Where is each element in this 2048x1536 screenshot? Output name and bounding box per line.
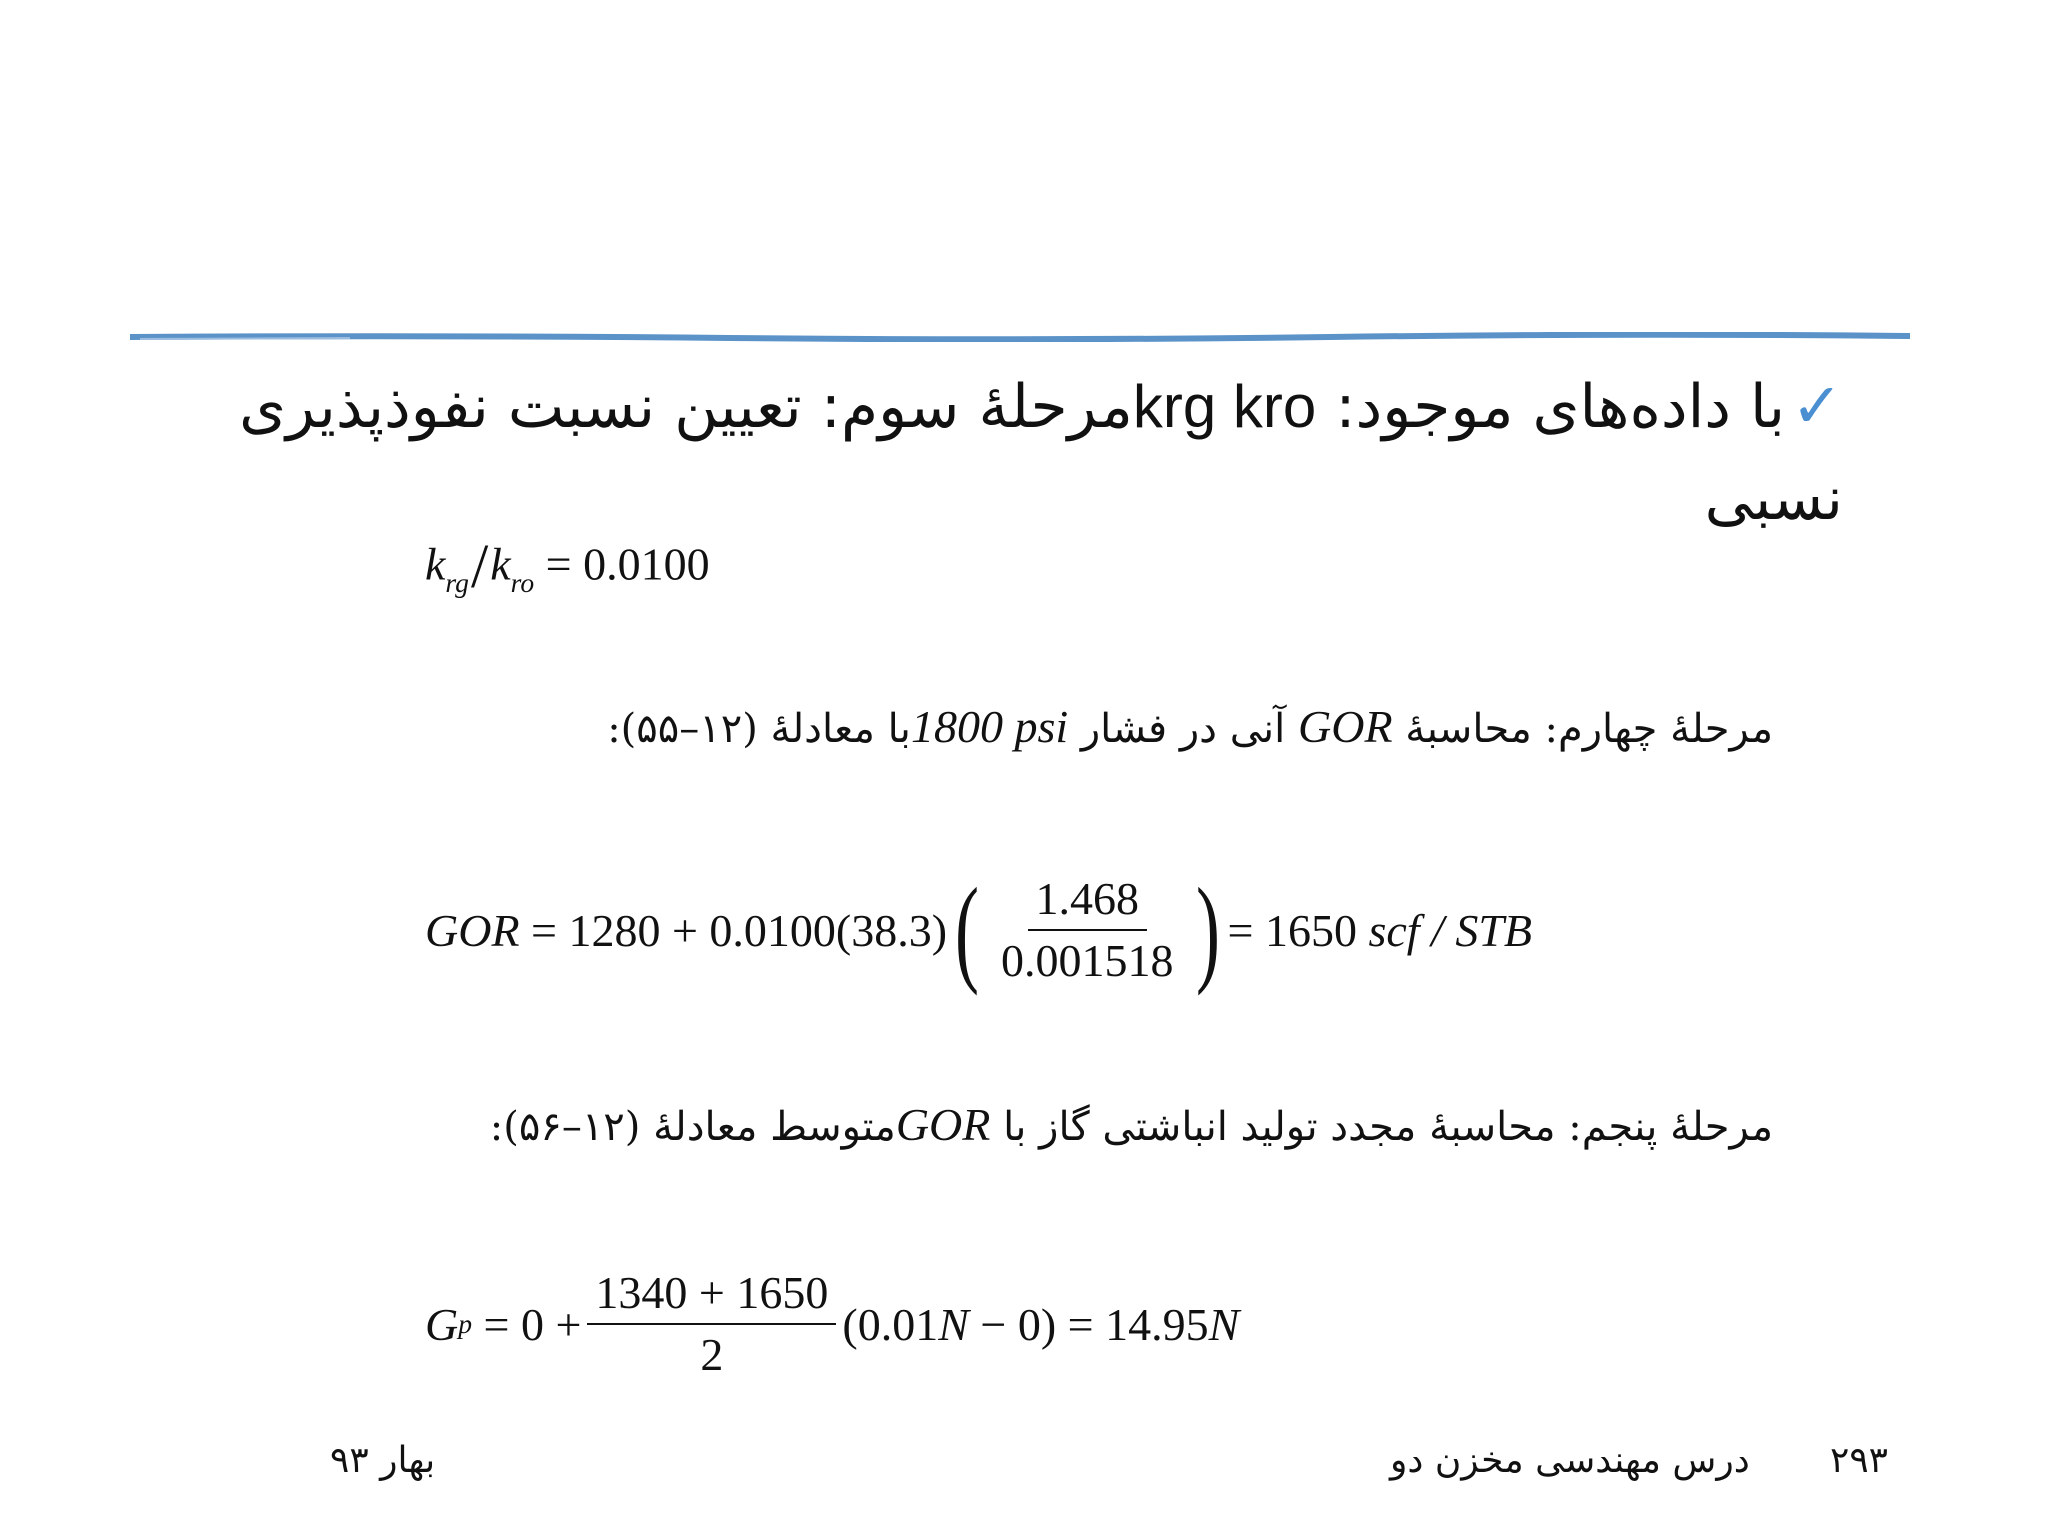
eq3-lhs-sub: p <box>458 1308 473 1339</box>
eq3-part1: = 0 + <box>483 1298 582 1350</box>
eq1-k2: k <box>490 538 511 590</box>
eq3-denominator: 2 <box>700 1329 724 1380</box>
step5-after: متوسط معادلهٔ (۱۲–۵۶): <box>489 1104 896 1150</box>
footer-course: درس مهندسی مخزن دو <box>1390 1440 1750 1481</box>
eq2-expr: = 1280 + 0.0100(38.3) <box>531 904 948 956</box>
title-latin-symbols: krg kro <box>1132 373 1317 440</box>
equation-gp <box>425 1265 1239 1383</box>
eq2-numerator: 1.468 <box>1028 871 1148 931</box>
title-text-after: مرحلهٔ سوم: تعیین نسبت نفوذپذیری <box>239 372 1133 442</box>
eq2-fraction <box>993 871 1182 989</box>
eq3-fraction <box>587 1265 836 1383</box>
eq2-right-paren: ) <box>1195 863 1220 996</box>
title-line-2: نسبی <box>1704 464 1843 534</box>
footer-season: بهار ۹۳ <box>330 1440 436 1481</box>
eq2-left-paren: ( <box>955 863 980 996</box>
checkmark-icon: ✓ <box>1791 369 1843 442</box>
eq1-sub-rg: rg <box>445 566 469 598</box>
equation-krg-kro <box>425 532 710 603</box>
step-five-text <box>490 1098 1773 1151</box>
equation-gor <box>425 863 1533 996</box>
footer-page-number: ۲۹۳ <box>1830 1440 1889 1481</box>
title-divider <box>130 332 1910 342</box>
eq2-lhs: GOR <box>425 904 520 956</box>
eq3-numerator: 1340 + 1650 <box>587 1265 836 1325</box>
slide-title <box>223 360 1843 545</box>
eq3-part2: (0.01 <box>842 1298 939 1350</box>
eq3-part3: − 0) = 14.95 <box>980 1298 1209 1350</box>
eq2-unit: scf / STB <box>1368 904 1533 956</box>
step4-after: با معادلهٔ (۱۲–۵۵): <box>607 706 911 752</box>
title-text-before: با داده‌های موجود: <box>1335 372 1786 442</box>
eq1-k1: k <box>425 538 446 590</box>
step4-gor: GOR <box>1298 701 1393 752</box>
step-four-text <box>607 700 1773 753</box>
eq3-n1: N <box>938 1298 969 1350</box>
step5-before: مرحلهٔ پنجم: محاسبهٔ مجدد تولید انباشتی گاز با <box>1003 1104 1773 1150</box>
eq1-value: = 0.0100 <box>545 538 710 590</box>
step4-middle: آنی در فشار <box>1080 706 1286 752</box>
eq2-denominator: 0.001518 <box>1001 935 1174 986</box>
step5-gor: GOR <box>895 1099 991 1150</box>
eq1-slash: / <box>470 533 489 601</box>
eq3-lhs: G <box>425 1298 459 1350</box>
eq1-sub-ro: ro <box>510 566 535 598</box>
eq2-result: = 1650 <box>1227 904 1357 956</box>
step4-before: مرحلهٔ چهارم: محاسبهٔ <box>1405 706 1773 752</box>
step4-pressure: 1800 psi <box>910 701 1069 752</box>
eq3-n2: N <box>1208 1298 1240 1350</box>
